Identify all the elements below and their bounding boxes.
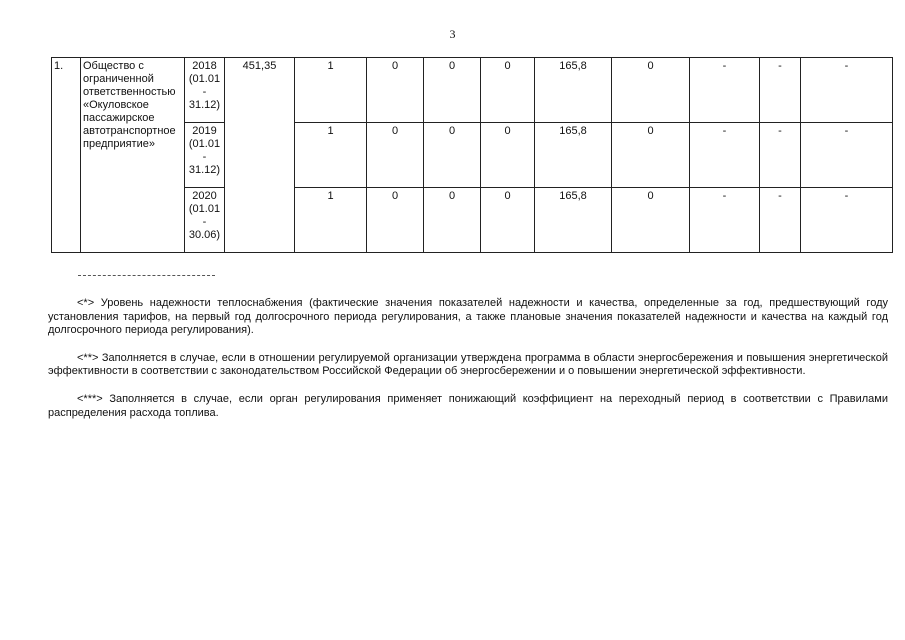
value-cell: 0 [367, 58, 424, 123]
table-row [52, 58, 893, 123]
value-cell: - [801, 188, 893, 253]
row-number-cell: 1. [52, 58, 81, 253]
value-cell: 0 [424, 123, 481, 188]
value-cell: - [760, 123, 801, 188]
value-cell: 0 [424, 58, 481, 123]
value-cell: - [690, 123, 760, 188]
value-cell: 165,8 [535, 188, 612, 253]
period-end: 30.06) [188, 229, 221, 241]
base-value-cell: 451,35 [225, 58, 295, 253]
value-cell: 0 [481, 123, 535, 188]
value-cell: 0 [367, 188, 424, 253]
value-cell: 0 [424, 188, 481, 253]
period-dash: - [202, 151, 207, 163]
year-cell [185, 188, 225, 253]
value-cell: 165,8 [535, 123, 612, 188]
period-start: (01.01 [188, 138, 221, 150]
value-cell: 0 [612, 58, 690, 123]
page-number: 3 [449, 27, 456, 41]
value-cell: 1 [295, 58, 367, 123]
footnote-energy-saving: <**> Заполняется в случае, если в отношении регулируемой организации утверждена программа в области энергосбережения и повышения энергетической эффективности в соответствии с законодательством Российской Федерации об энергосбережении и о повышении энергетической эффективности. [48, 351, 888, 378]
period-dash: - [202, 86, 207, 98]
value-cell: 0 [481, 188, 535, 253]
year: 2019 [192, 125, 217, 137]
value-cell: - [760, 188, 801, 253]
footnote-reduction-coefficient: <***> Заполняется в случае, если орган регулирования применяет понижающий коэффициент на переходный период в соответствии с Правилами распределения расхода топлива. [48, 392, 888, 419]
value-cell: 1 [295, 188, 367, 253]
year-cell [185, 123, 225, 188]
footnotes [48, 297, 888, 434]
period-end: 31.12) [188, 99, 221, 111]
value-cell: - [690, 58, 760, 123]
tariff-table [51, 57, 893, 253]
value-cell: 0 [612, 188, 690, 253]
period-dash: - [202, 216, 207, 228]
value-cell: 0 [481, 58, 535, 123]
footnote-separator [78, 275, 215, 276]
value-cell: 0 [367, 123, 424, 188]
period-start: (01.01 [188, 203, 221, 215]
value-cell: - [760, 58, 801, 123]
organization-cell: Общество с ограниченной ответственностью «Окуловское пассажирское автотранспортное предприятие» [81, 58, 185, 253]
year-cell [185, 58, 225, 123]
value-cell: 1 [295, 123, 367, 188]
period-start: (01.01 [188, 73, 221, 85]
value-cell: 165,8 [535, 58, 612, 123]
year: 2018 [192, 60, 217, 72]
footnote-reliability: <*> Уровень надежности теплоснабжения (фактические значения показателей надежности и качества, определенные за год, предшествующий году установления тарифов, на первый год долгосрочного периода регулирования, а также плановые значения показателей надежности и качества на каждый год долгосрочного периода регулирования). [48, 297, 888, 337]
value-cell: - [801, 58, 893, 123]
year: 2020 [192, 190, 217, 202]
period-end: 31.12) [188, 164, 221, 176]
value-cell: 0 [612, 123, 690, 188]
value-cell: - [690, 188, 760, 253]
value-cell: - [801, 123, 893, 188]
